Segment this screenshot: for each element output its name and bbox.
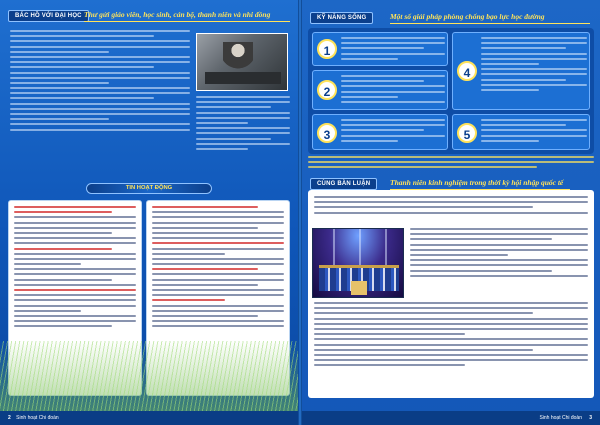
left-page-number: 2 xyxy=(8,415,11,421)
youth-stage-photo xyxy=(312,228,404,298)
skill-number-2: 2 xyxy=(317,80,337,100)
right-headline: Một số giải pháp phòng chống bạo lực học đường xyxy=(390,12,545,21)
news-box-1-text xyxy=(14,206,136,392)
left-headline-underline xyxy=(84,21,290,22)
right-page xyxy=(302,0,600,425)
news-section-label: TIN HOẠT ĐỘNG xyxy=(86,183,212,194)
skill-text-1 xyxy=(341,37,445,65)
skill-card-3 xyxy=(312,114,448,150)
youth-article-intro xyxy=(314,196,588,224)
skill-text-3 xyxy=(341,119,445,149)
right-page-number: 3 xyxy=(589,415,592,421)
left-article-body-col2 xyxy=(196,96,290,178)
right-footer-pub: Sinh hoạt Chi đoàn xyxy=(539,415,582,421)
skills-note xyxy=(308,156,594,174)
skill-text-4 xyxy=(481,37,587,107)
skill-card-2 xyxy=(312,70,448,110)
skill-card-4 xyxy=(452,32,590,110)
news-box-1 xyxy=(8,200,142,396)
right-headline-2: Thanh niên kinh nghiệm trong thời kỳ hội nhập quốc tế xyxy=(390,178,564,187)
skill-text-5 xyxy=(481,119,587,149)
skill-number-5: 5 xyxy=(457,123,477,143)
right-section-tag-2: CÙNG BÀN LUẬN xyxy=(310,178,377,190)
youth-article-body xyxy=(314,302,588,394)
left-footer xyxy=(0,411,298,425)
skill-number-4: 4 xyxy=(457,61,477,81)
skills-panel xyxy=(308,28,594,154)
left-page xyxy=(0,0,298,425)
right-headline-underline xyxy=(390,23,590,24)
news-box-2 xyxy=(146,200,290,396)
skill-number-1: 1 xyxy=(317,39,337,59)
left-section-tag: BÁC HỒ VỚI ĐẠI HỌC xyxy=(8,10,89,22)
historical-photo xyxy=(196,33,288,91)
skill-number-3: 3 xyxy=(317,123,337,143)
skill-card-5 xyxy=(452,114,590,150)
left-headline: Thư gửi giáo viên, học sinh, cán bộ, thanh niên và nhi đồng xyxy=(84,10,271,19)
stage-podium xyxy=(351,281,367,295)
photo-desk xyxy=(205,72,281,84)
right-section-tag: KỸ NĂNG SỐNG xyxy=(310,12,373,24)
photo-figure xyxy=(223,42,253,76)
left-article-body xyxy=(10,30,190,180)
left-footer-pub: Sinh hoạt Chi đoàn xyxy=(16,415,59,421)
youth-article-col-right xyxy=(410,228,588,300)
skill-card-1 xyxy=(312,32,448,66)
news-box-2-text xyxy=(152,206,284,392)
skill-text-2 xyxy=(341,75,445,109)
right-footer xyxy=(302,411,600,425)
